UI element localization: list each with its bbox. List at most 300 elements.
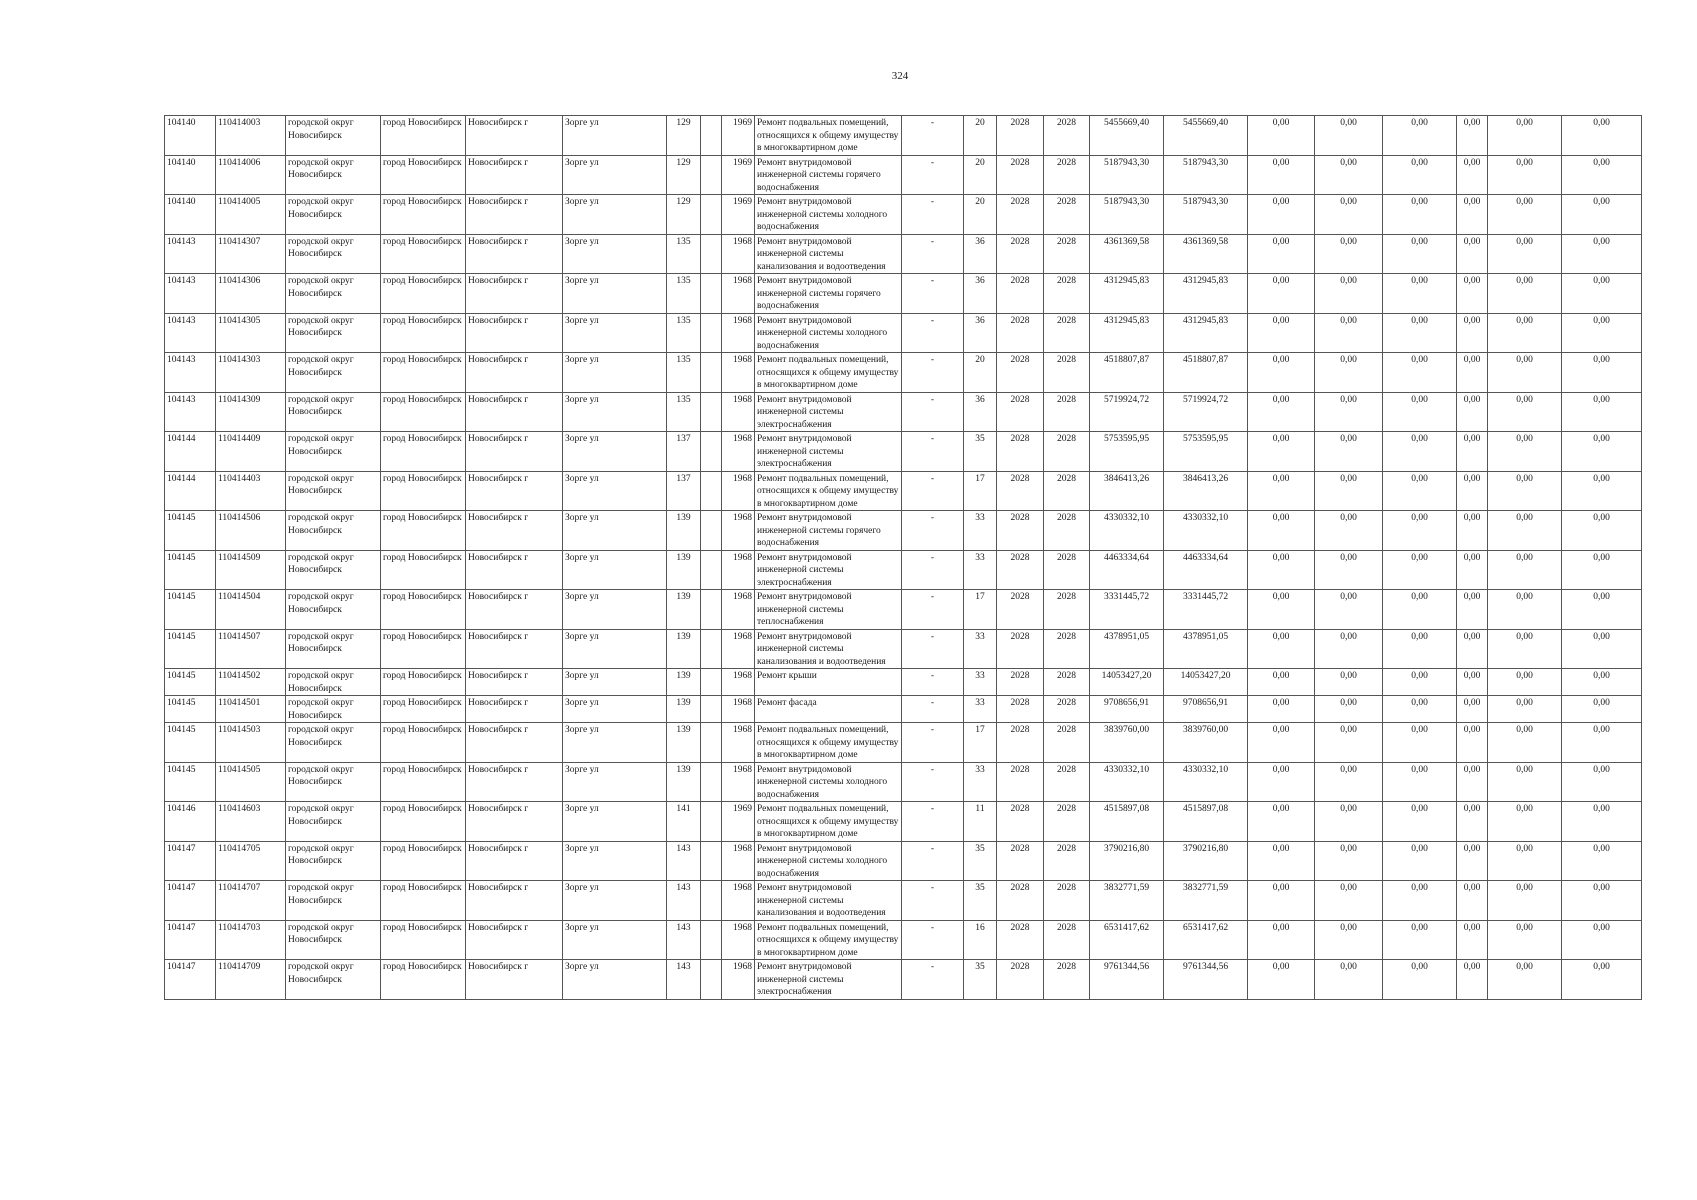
cell-number: 33 (964, 511, 997, 551)
cell-year-end: 2028 (1044, 920, 1090, 960)
cell-value-3: 0,00 (1383, 511, 1457, 551)
cell-value-4: 0,00 (1457, 762, 1488, 802)
cell-value-3: 0,00 (1383, 353, 1457, 393)
cell-settlement: город Новосибирск (381, 841, 466, 881)
cell-settlement: город Новосибирск (381, 802, 466, 842)
cell-letter (701, 471, 722, 511)
cell-value-3: 0,00 (1383, 629, 1457, 669)
cell-settlement: город Новосибирск (381, 471, 466, 511)
table-row (165, 313, 1642, 353)
cell-cost: 3846413,26 (1090, 471, 1164, 511)
cell-house: 143 (667, 881, 701, 921)
cell-value-4: 0,00 (1457, 234, 1488, 274)
cell-year: 1968 (722, 629, 755, 669)
cell-letter (701, 802, 722, 842)
cell-id: 104144 (165, 471, 216, 511)
cell-house: 143 (667, 920, 701, 960)
cell-district: городской округ Новосибирск (286, 274, 381, 314)
cell-value-5: 0,00 (1488, 392, 1562, 432)
cell-year: 1968 (722, 353, 755, 393)
cell-year-start: 2028 (997, 960, 1044, 1000)
cell-note: - (902, 274, 964, 314)
cell-value-2: 0,00 (1315, 920, 1383, 960)
cell-cost: 5187943,30 (1090, 195, 1164, 235)
cell-cost: 14053427,20 (1090, 669, 1164, 696)
cell-value-2: 0,00 (1315, 511, 1383, 551)
cell-value-1: 0,00 (1248, 920, 1315, 960)
cell-value-5: 0,00 (1488, 274, 1562, 314)
cell-value-5: 0,00 (1488, 116, 1562, 156)
cell-settlement: город Новосибирск (381, 195, 466, 235)
cell-year-start: 2028 (997, 841, 1044, 881)
cell-year-start: 2028 (997, 511, 1044, 551)
cell-number: 33 (964, 696, 997, 723)
cell-number: 35 (964, 881, 997, 921)
cell-work-type: Ремонт подвальных помещений, относящихся к общему имуществу в многоквартирном доме (755, 920, 902, 960)
cell-city: Новосибирск г (466, 881, 563, 921)
cell-city: Новосибирск г (466, 629, 563, 669)
cell-work-type: Ремонт внутридомовой инженерной системы горячего водоснабжения (755, 155, 902, 195)
cell-work-type: Ремонт внутридомовой инженерной системы канализования и водоотведения (755, 881, 902, 921)
cell-cost: 5455669,40 (1090, 116, 1164, 156)
cell-year: 1968 (722, 471, 755, 511)
cell-year: 1968 (722, 696, 755, 723)
cell-value-4: 0,00 (1457, 920, 1488, 960)
cell-id: 104147 (165, 920, 216, 960)
cell-letter (701, 313, 722, 353)
cell-house: 137 (667, 432, 701, 472)
cell-total: 6531417,62 (1164, 920, 1248, 960)
table-row (165, 629, 1642, 669)
table-row (165, 841, 1642, 881)
cell-settlement: город Новосибирск (381, 353, 466, 393)
table-row (165, 353, 1642, 393)
cell-year: 1968 (722, 590, 755, 630)
cell-street: Зорге ул (563, 313, 667, 353)
cell-total: 3846413,26 (1164, 471, 1248, 511)
cell-value-1: 0,00 (1248, 590, 1315, 630)
cell-value-2: 0,00 (1315, 762, 1383, 802)
cell-work-type: Ремонт подвальных помещений, относящихся к общему имуществу в многоквартирном доме (755, 802, 902, 842)
cell-street: Зорге ул (563, 195, 667, 235)
repair-schedule-table (164, 115, 1642, 1000)
cell-letter (701, 696, 722, 723)
cell-settlement: город Новосибирск (381, 669, 466, 696)
cell-value-4: 0,00 (1457, 841, 1488, 881)
cell-note: - (902, 960, 964, 1000)
table-row (165, 762, 1642, 802)
cell-work-type: Ремонт внутридомовой инженерной системы холодного водоснабжения (755, 762, 902, 802)
cell-value-2: 0,00 (1315, 881, 1383, 921)
cell-total: 4463334,64 (1164, 550, 1248, 590)
cell-year: 1969 (722, 195, 755, 235)
cell-note: - (902, 920, 964, 960)
cell-code: 110414309 (216, 392, 286, 432)
table-row (165, 960, 1642, 1000)
cell-value-4: 0,00 (1457, 392, 1488, 432)
cell-street: Зорге ул (563, 234, 667, 274)
cell-cost: 5753595,95 (1090, 432, 1164, 472)
cell-street: Зорге ул (563, 841, 667, 881)
cell-value-4: 0,00 (1457, 590, 1488, 630)
cell-city: Новосибирск г (466, 432, 563, 472)
cell-value-6: 0,00 (1562, 960, 1642, 1000)
cell-value-4: 0,00 (1457, 550, 1488, 590)
cell-work-type: Ремонт внутридомовой инженерной системы электроснабжения (755, 960, 902, 1000)
cell-cost: 4312945,83 (1090, 313, 1164, 353)
cell-code: 110414502 (216, 669, 286, 696)
cell-letter (701, 669, 722, 696)
cell-settlement: город Новосибирск (381, 629, 466, 669)
cell-total: 4515897,08 (1164, 802, 1248, 842)
table-row (165, 511, 1642, 551)
cell-year: 1968 (722, 234, 755, 274)
cell-id: 104147 (165, 881, 216, 921)
cell-number: 20 (964, 353, 997, 393)
cell-year-end: 2028 (1044, 881, 1090, 921)
cell-house: 135 (667, 353, 701, 393)
cell-year-end: 2028 (1044, 313, 1090, 353)
cell-value-3: 0,00 (1383, 195, 1457, 235)
cell-total: 4312945,83 (1164, 313, 1248, 353)
cell-year-start: 2028 (997, 920, 1044, 960)
cell-work-type: Ремонт внутридомовой инженерной системы канализования и водоотведения (755, 234, 902, 274)
cell-house: 135 (667, 313, 701, 353)
cell-house: 135 (667, 234, 701, 274)
cell-cost: 4312945,83 (1090, 274, 1164, 314)
cell-value-4: 0,00 (1457, 881, 1488, 921)
cell-value-5: 0,00 (1488, 723, 1562, 763)
cell-value-4: 0,00 (1457, 669, 1488, 696)
cell-value-3: 0,00 (1383, 274, 1457, 314)
cell-note: - (902, 511, 964, 551)
cell-house: 139 (667, 511, 701, 551)
cell-cost: 3832771,59 (1090, 881, 1164, 921)
cell-house: 141 (667, 802, 701, 842)
cell-year: 1968 (722, 723, 755, 763)
cell-work-type: Ремонт внутридомовой инженерной системы холодного водоснабжения (755, 195, 902, 235)
cell-code: 110414504 (216, 590, 286, 630)
cell-house: 135 (667, 274, 701, 314)
cell-year-end: 2028 (1044, 723, 1090, 763)
cell-work-type: Ремонт фасада (755, 696, 902, 723)
cell-number: 33 (964, 669, 997, 696)
cell-letter (701, 432, 722, 472)
cell-house: 135 (667, 392, 701, 432)
cell-total: 5187943,30 (1164, 155, 1248, 195)
cell-total: 5187943,30 (1164, 195, 1248, 235)
cell-city: Новосибирск г (466, 669, 563, 696)
cell-value-2: 0,00 (1315, 723, 1383, 763)
cell-value-4: 0,00 (1457, 511, 1488, 551)
cell-value-2: 0,00 (1315, 234, 1383, 274)
cell-district: городской округ Новосибирск (286, 590, 381, 630)
cell-settlement: город Новосибирск (381, 881, 466, 921)
cell-house: 129 (667, 195, 701, 235)
cell-work-type: Ремонт внутридомовой инженерной системы горячего водоснабжения (755, 511, 902, 551)
cell-work-type: Ремонт внутридомовой инженерной системы теплоснабжения (755, 590, 902, 630)
cell-id: 104140 (165, 155, 216, 195)
cell-year-end: 2028 (1044, 195, 1090, 235)
cell-value-4: 0,00 (1457, 960, 1488, 1000)
cell-total: 5753595,95 (1164, 432, 1248, 472)
cell-code: 110414505 (216, 762, 286, 802)
cell-number: 33 (964, 550, 997, 590)
cell-code: 110414709 (216, 960, 286, 1000)
cell-value-1: 0,00 (1248, 511, 1315, 551)
cell-city: Новосибирск г (466, 274, 563, 314)
cell-settlement: город Новосибирск (381, 696, 466, 723)
cell-value-2: 0,00 (1315, 841, 1383, 881)
cell-note: - (902, 802, 964, 842)
cell-year-end: 2028 (1044, 274, 1090, 314)
cell-number: 16 (964, 920, 997, 960)
cell-letter (701, 195, 722, 235)
cell-value-5: 0,00 (1488, 432, 1562, 472)
table-row (165, 881, 1642, 921)
table-row (165, 590, 1642, 630)
cell-year-start: 2028 (997, 762, 1044, 802)
cell-house: 129 (667, 116, 701, 156)
cell-value-4: 0,00 (1457, 155, 1488, 195)
cell-value-5: 0,00 (1488, 195, 1562, 235)
cell-code: 110414503 (216, 723, 286, 763)
cell-year-start: 2028 (997, 629, 1044, 669)
cell-id: 104143 (165, 392, 216, 432)
cell-value-1: 0,00 (1248, 432, 1315, 472)
cell-year-start: 2028 (997, 471, 1044, 511)
cell-value-4: 0,00 (1457, 432, 1488, 472)
cell-number: 35 (964, 432, 997, 472)
table-row (165, 696, 1642, 723)
cell-value-2: 0,00 (1315, 696, 1383, 723)
cell-id: 104147 (165, 960, 216, 1000)
cell-cost: 4378951,05 (1090, 629, 1164, 669)
cell-total: 3331445,72 (1164, 590, 1248, 630)
cell-letter (701, 392, 722, 432)
cell-cost: 4330332,10 (1090, 511, 1164, 551)
cell-city: Новосибирск г (466, 841, 563, 881)
cell-code: 110414507 (216, 629, 286, 669)
cell-value-5: 0,00 (1488, 696, 1562, 723)
cell-value-5: 0,00 (1488, 669, 1562, 696)
cell-value-5: 0,00 (1488, 234, 1562, 274)
cell-value-2: 0,00 (1315, 274, 1383, 314)
cell-settlement: город Новосибирск (381, 762, 466, 802)
cell-value-5: 0,00 (1488, 960, 1562, 1000)
cell-total: 3790216,80 (1164, 841, 1248, 881)
cell-house: 139 (667, 762, 701, 802)
cell-district: городской округ Новосибирск (286, 353, 381, 393)
cell-year-end: 2028 (1044, 696, 1090, 723)
cell-value-5: 0,00 (1488, 590, 1562, 630)
cell-street: Зорге ул (563, 669, 667, 696)
table-row (165, 155, 1642, 195)
cell-note: - (902, 155, 964, 195)
cell-letter (701, 511, 722, 551)
cell-id: 104143 (165, 234, 216, 274)
cell-letter (701, 629, 722, 669)
cell-city: Новосибирск г (466, 392, 563, 432)
cell-value-2: 0,00 (1315, 471, 1383, 511)
cell-district: городской округ Новосибирск (286, 920, 381, 960)
cell-total: 4361369,58 (1164, 234, 1248, 274)
cell-value-3: 0,00 (1383, 802, 1457, 842)
cell-street: Зорге ул (563, 550, 667, 590)
cell-value-3: 0,00 (1383, 234, 1457, 274)
cell-year-start: 2028 (997, 881, 1044, 921)
cell-year-start: 2028 (997, 353, 1044, 393)
cell-code: 110414707 (216, 881, 286, 921)
cell-value-3: 0,00 (1383, 155, 1457, 195)
cell-year-end: 2028 (1044, 511, 1090, 551)
cell-code: 110414305 (216, 313, 286, 353)
cell-value-3: 0,00 (1383, 669, 1457, 696)
table-row (165, 392, 1642, 432)
cell-district: городской округ Новосибирск (286, 960, 381, 1000)
cell-value-2: 0,00 (1315, 669, 1383, 696)
cell-year-end: 2028 (1044, 841, 1090, 881)
cell-city: Новосибирск г (466, 920, 563, 960)
page-number: 324 (891, 70, 909, 82)
cell-id: 104140 (165, 195, 216, 235)
cell-house: 139 (667, 669, 701, 696)
cell-id: 104145 (165, 629, 216, 669)
cell-year-start: 2028 (997, 392, 1044, 432)
cell-note: - (902, 313, 964, 353)
cell-district: городской округ Новосибирск (286, 432, 381, 472)
cell-year: 1968 (722, 392, 755, 432)
cell-district: городской округ Новосибирск (286, 195, 381, 235)
cell-year: 1968 (722, 920, 755, 960)
cell-year: 1969 (722, 155, 755, 195)
cell-number: 36 (964, 313, 997, 353)
cell-street: Зорге ул (563, 155, 667, 195)
cell-year-end: 2028 (1044, 432, 1090, 472)
table-row (165, 195, 1642, 235)
cell-city: Новосибирск г (466, 550, 563, 590)
cell-value-4: 0,00 (1457, 195, 1488, 235)
table-row (165, 274, 1642, 314)
cell-year-end: 2028 (1044, 802, 1090, 842)
cell-number: 20 (964, 195, 997, 235)
cell-id: 104145 (165, 696, 216, 723)
cell-district: городской округ Новосибирск (286, 696, 381, 723)
cell-street: Зорге ул (563, 881, 667, 921)
cell-cost: 3839760,00 (1090, 723, 1164, 763)
cell-year: 1968 (722, 762, 755, 802)
cell-note: - (902, 762, 964, 802)
cell-note: - (902, 841, 964, 881)
cell-value-1: 0,00 (1248, 669, 1315, 696)
cell-value-3: 0,00 (1383, 313, 1457, 353)
cell-year: 1968 (722, 274, 755, 314)
cell-city: Новосибирск г (466, 155, 563, 195)
cell-year: 1968 (722, 841, 755, 881)
cell-value-3: 0,00 (1383, 920, 1457, 960)
cell-year: 1968 (722, 313, 755, 353)
cell-settlement: город Новосибирск (381, 550, 466, 590)
cell-value-4: 0,00 (1457, 274, 1488, 314)
cell-district: городской округ Новосибирск (286, 155, 381, 195)
cell-total: 14053427,20 (1164, 669, 1248, 696)
cell-note: - (902, 590, 964, 630)
cell-value-3: 0,00 (1383, 590, 1457, 630)
cell-value-6: 0,00 (1562, 669, 1642, 696)
cell-id: 104143 (165, 313, 216, 353)
cell-id: 104146 (165, 802, 216, 842)
cell-year: 1968 (722, 432, 755, 472)
cell-street: Зорге ул (563, 353, 667, 393)
cell-street: Зорге ул (563, 274, 667, 314)
cell-id: 104145 (165, 550, 216, 590)
cell-value-3: 0,00 (1383, 550, 1457, 590)
cell-value-6: 0,00 (1562, 274, 1642, 314)
cell-street: Зорге ул (563, 960, 667, 1000)
cell-settlement: город Новосибирск (381, 392, 466, 432)
cell-street: Зорге ул (563, 696, 667, 723)
cell-value-1: 0,00 (1248, 234, 1315, 274)
cell-work-type: Ремонт подвальных помещений, относящихся к общему имуществу в многоквартирном доме (755, 723, 902, 763)
cell-work-type: Ремонт подвальных помещений, относящихся к общему имуществу в многоквартирном доме (755, 471, 902, 511)
cell-letter (701, 116, 722, 156)
cell-id: 104144 (165, 432, 216, 472)
cell-cost: 4330332,10 (1090, 762, 1164, 802)
cell-value-3: 0,00 (1383, 392, 1457, 432)
cell-note: - (902, 432, 964, 472)
cell-number: 20 (964, 155, 997, 195)
cell-value-2: 0,00 (1315, 155, 1383, 195)
cell-value-3: 0,00 (1383, 841, 1457, 881)
cell-value-4: 0,00 (1457, 471, 1488, 511)
cell-cost: 6531417,62 (1090, 920, 1164, 960)
cell-code: 110414005 (216, 195, 286, 235)
cell-id: 104145 (165, 762, 216, 802)
cell-letter (701, 841, 722, 881)
cell-city: Новосибирск г (466, 471, 563, 511)
cell-cost: 5719924,72 (1090, 392, 1164, 432)
cell-note: - (902, 392, 964, 432)
cell-value-6: 0,00 (1562, 511, 1642, 551)
cell-code: 110414003 (216, 116, 286, 156)
cell-value-1: 0,00 (1248, 353, 1315, 393)
cell-id: 104143 (165, 353, 216, 393)
cell-value-1: 0,00 (1248, 960, 1315, 1000)
cell-value-3: 0,00 (1383, 432, 1457, 472)
cell-note: - (902, 629, 964, 669)
table-row (165, 432, 1642, 472)
cell-value-4: 0,00 (1457, 629, 1488, 669)
cell-letter (701, 155, 722, 195)
cell-value-1: 0,00 (1248, 155, 1315, 195)
cell-city: Новосибирск г (466, 195, 563, 235)
cell-total: 9708656,91 (1164, 696, 1248, 723)
cell-district: городской округ Новосибирск (286, 802, 381, 842)
cell-district: городской округ Новосибирск (286, 313, 381, 353)
cell-value-6: 0,00 (1562, 762, 1642, 802)
cell-value-4: 0,00 (1457, 353, 1488, 393)
cell-letter (701, 723, 722, 763)
cell-value-1: 0,00 (1248, 881, 1315, 921)
cell-year-end: 2028 (1044, 155, 1090, 195)
cell-street: Зорге ул (563, 629, 667, 669)
cell-year-end: 2028 (1044, 669, 1090, 696)
cell-id: 104147 (165, 841, 216, 881)
cell-value-1: 0,00 (1248, 629, 1315, 669)
cell-year-end: 2028 (1044, 392, 1090, 432)
cell-note: - (902, 353, 964, 393)
cell-code: 110414307 (216, 234, 286, 274)
